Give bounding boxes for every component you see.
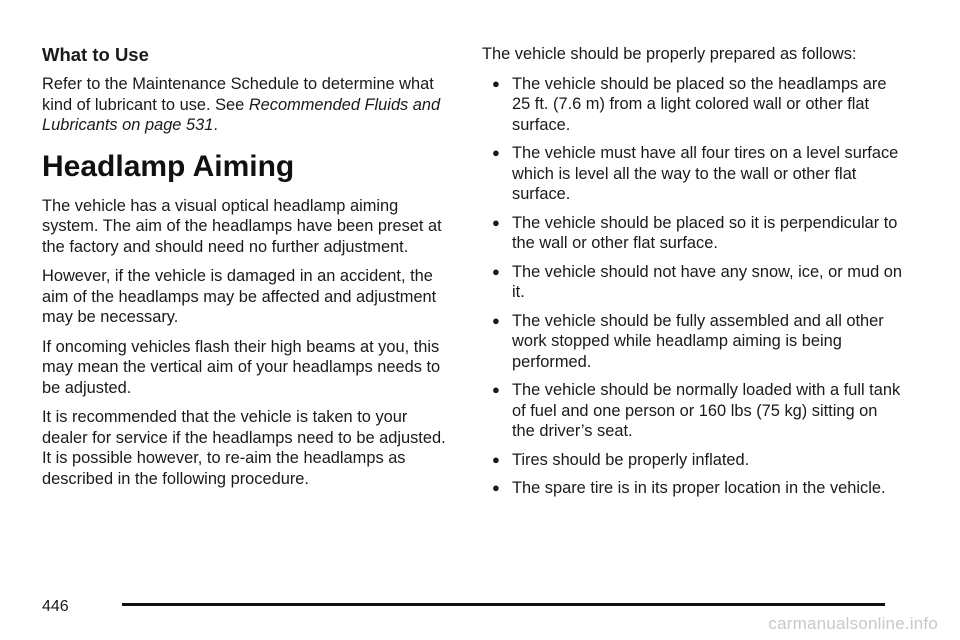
paragraph-oncoming-vehicles: If oncoming vehicles flash their high beams at you, this may mean the vertical aim of your headlamps needs to be adjusted. (42, 337, 441, 397)
list-item (482, 213, 902, 254)
list-item-text: Tires should be properly inflated. (512, 450, 750, 469)
list-item-text: The vehicle should be placed so the headlamps are 25 ft. (7.6 m) from a light colored wall or other flat surface. (512, 74, 887, 134)
left-column (42, 44, 452, 498)
preparation-intro: The vehicle should be properly prepared as follows: (482, 45, 857, 63)
list-item (482, 478, 902, 499)
lubricant-text-end: . (213, 116, 218, 134)
list-item-text: The vehicle should be placed so it is perpendicular to the wall or other flat surface. (512, 213, 898, 252)
page-number: 446 (42, 598, 69, 615)
list-item-text: The vehicle should be fully assembled and all other work stopped while headlamp aiming is being performed. (512, 311, 884, 371)
list-item-text: The vehicle should not have any snow, ice, or mud on it. (512, 262, 902, 301)
paragraph-aiming-system: The vehicle has a visual optical headlamp aiming system. The aim of the headlamps have been preset at the factory and should need no further adjustment. (42, 196, 442, 256)
lubricant-paragraph (42, 74, 442, 136)
paragraph-accident: However, if the vehicle is damaged in an accident, the aim of the headlamps may be affected and adjustment may be necessary. (42, 267, 437, 326)
headlamp-aiming-heading: Headlamp Aiming (42, 149, 295, 183)
list-item-text: The spare tire is in its proper location in the vehicle. (512, 479, 886, 497)
paragraph-dealer-service: It is recommended that the vehicle is taken to your dealer for service if the headlamps need to be adjusted. It is possible however, to re-aim the headlamps as described in the following procedure. (42, 408, 446, 488)
watermark-text: carmanualsonline.info (768, 614, 938, 633)
bullet-icon: ● (492, 263, 500, 279)
list-item-text: The vehicle must have all four tires on a level surface which is level all the way to the wall or other flat surface. (512, 144, 899, 203)
bullet-icon: ● (492, 145, 500, 160)
what-to-use-subheading: What to Use (42, 44, 149, 65)
right-column (482, 44, 902, 507)
list-item (482, 262, 902, 303)
bullet-icon: ● (492, 214, 500, 230)
list-item (482, 311, 902, 373)
list-item-text: The vehicle should be normally loaded with a full tank of fuel and one person or 160 lbs (75 kg) sitting on the driver’s seat. (512, 381, 901, 440)
fluids-reference-link[interactable]: Recommended Fluids and Lubricants on page 531 (42, 95, 441, 134)
list-item (482, 143, 902, 205)
list-item (482, 74, 902, 136)
list-item (482, 450, 902, 471)
bullet-icon: ● (492, 312, 500, 328)
bullet-icon: ● (492, 382, 500, 397)
bullet-icon: ● (492, 480, 500, 495)
lubricant-text: Refer to the Maintenance Schedule to determine what kind of lubricant to use. See (42, 75, 434, 114)
list-item (482, 380, 902, 442)
bullet-icon: ● (492, 75, 500, 91)
bullet-icon: ● (492, 451, 500, 467)
footer-divider (122, 603, 885, 606)
preparation-list (482, 74, 902, 499)
